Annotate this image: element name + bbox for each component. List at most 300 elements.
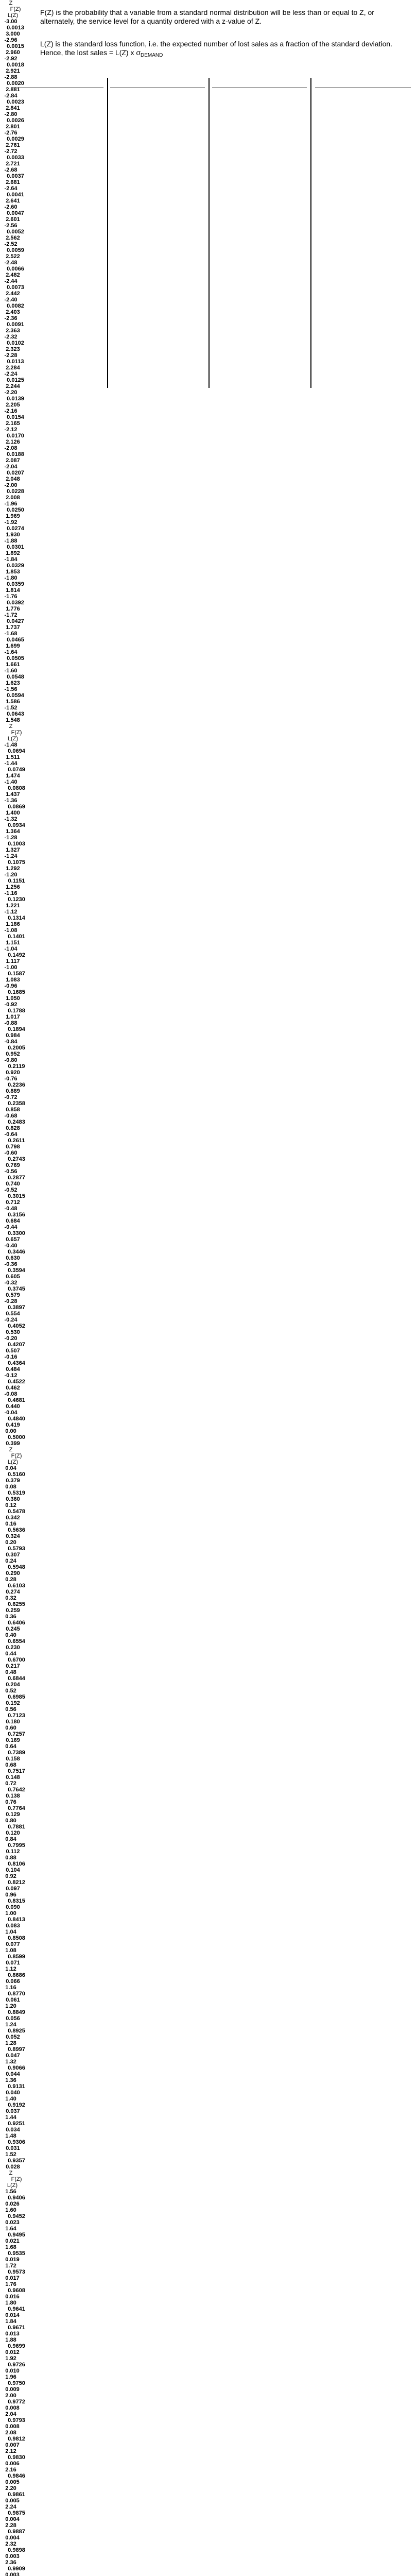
f-value-cell: 0.1151: [8, 878, 25, 884]
z-value-cell: -0.88: [4, 1020, 18, 1026]
f-value-cell: 0.9699: [8, 2343, 25, 2349]
f-value-cell: 0.1894: [8, 1026, 25, 1032]
f-value-cell: 0.5478: [8, 1509, 25, 1515]
z-value-cell: -2.08: [4, 445, 18, 451]
f-value-cell: 0.0013: [7, 25, 24, 31]
column-separator: [107, 78, 108, 388]
l-value-cell: 0.245: [6, 1626, 20, 1632]
l-value-cell: 0.031: [6, 2145, 20, 2151]
l-value-cell: 2.562: [6, 235, 20, 241]
z-value-cell: -1.48: [4, 742, 18, 748]
l-value-cell: 0.148: [6, 1774, 20, 1781]
l-value-cell: 0.097: [6, 1886, 20, 1892]
z-value-cell: -0.24: [4, 1317, 18, 1323]
z-value-cell: 0.56: [5, 1706, 16, 1713]
l-value-cell: 0.012: [5, 2349, 20, 2355]
f-value-cell: 0.0427: [7, 618, 24, 624]
f-value-cell: 0.0113: [7, 359, 24, 365]
z-value-cell: -0.04: [4, 1410, 18, 1416]
l-value-cell: 0.066: [6, 1978, 20, 1985]
f-value-cell: 0.9251: [8, 2121, 25, 2127]
z-value-cell: -0.20: [4, 1335, 18, 1342]
f-value-cell: 0.7389: [8, 1750, 25, 1756]
l-value-cell: 0.920: [6, 1070, 20, 1076]
z-value-cell: 2.28: [5, 2522, 16, 2529]
f-value-cell: 0.1401: [8, 934, 25, 940]
header-fz: F(Z): [10, 6, 21, 12]
z-value-cell: -2.44: [4, 278, 18, 284]
f-value-cell: 0.0026: [7, 117, 24, 124]
l-value-cell: 2.721: [6, 161, 20, 167]
z-value-cell: 1.96: [5, 2374, 16, 2380]
l-value-cell: 0.120: [6, 1830, 20, 1836]
z-value-cell: 1.92: [5, 2355, 16, 2362]
l-value-cell: 0.019: [5, 2257, 20, 2263]
f-value-cell: 0.0041: [7, 192, 24, 198]
l-value-cell: 0.014: [5, 2312, 20, 2318]
f-value-cell: 0.0694: [8, 748, 25, 754]
f-value-cell: 0.0066: [7, 266, 24, 272]
f-value-cell: 0.3594: [8, 1267, 25, 1274]
f-value-cell: 0.9357: [8, 2158, 25, 2164]
f-value-cell: 0.0091: [7, 321, 24, 328]
l-value-cell: 0.138: [6, 1793, 20, 1799]
l-value-cell: 1.083: [6, 977, 20, 983]
z-value-cell: -0.48: [4, 1206, 18, 1212]
f-value-cell: 0.8849: [8, 2009, 25, 2015]
l-value-cell: 0.798: [6, 1144, 20, 1150]
header-fz: F(Z): [11, 2176, 22, 2182]
z-value-cell: 0.76: [5, 1799, 16, 1805]
l-value-cell: 0.507: [6, 1348, 20, 1354]
z-value-cell: 0.80: [5, 1818, 16, 1824]
f-value-cell: 0.1492: [8, 952, 25, 958]
l-value-cell: 2.008: [6, 495, 20, 501]
z-value-cell: -1.00: [4, 964, 18, 971]
column-separator: [310, 78, 311, 388]
z-value-cell: 1.64: [5, 2226, 16, 2232]
f-value-cell: 0.9812: [8, 2436, 25, 2442]
l-value-cell: 0.016: [5, 2294, 20, 2300]
f-value-cell: 0.9793: [8, 2417, 25, 2424]
l-value-cell: 0.023: [5, 2219, 20, 2226]
f-value-cell: 0.7257: [8, 1731, 25, 1737]
f-value-cell: 0.0207: [7, 470, 24, 476]
sigma-symbol: σ: [136, 48, 141, 57]
l-value-cell: 0.342: [6, 1515, 20, 1521]
z-value-cell: 1.52: [5, 2151, 16, 2158]
l-value-cell: 1.292: [6, 866, 20, 872]
z-value-cell: -1.16: [4, 890, 18, 896]
l-value-cell: 1.221: [6, 903, 20, 909]
f-value-cell: 0.3446: [8, 1249, 25, 1255]
z-value-cell: 0.00: [5, 1428, 16, 1434]
l-value-cell: 0.056: [6, 2015, 20, 2022]
f-value-cell: 0.9846: [8, 2473, 25, 2479]
l-value-cell: 1.511: [6, 754, 20, 760]
l-value-cell: 1.814: [6, 587, 20, 594]
z-value-cell: -1.44: [4, 760, 18, 767]
z-value-cell: 1.16: [5, 1985, 16, 1991]
f-value-cell: 0.3745: [8, 1286, 25, 1292]
l-value-cell: 2.841: [6, 105, 20, 111]
z-value-cell: -2.80: [4, 111, 18, 117]
f-value-cell: 0.0392: [7, 600, 24, 606]
l-value-cell: 0.630: [6, 1255, 20, 1261]
l-value-cell: 1.400: [6, 810, 20, 816]
z-value-cell: 0.52: [5, 1688, 16, 1694]
l-value-cell: 1.050: [6, 995, 20, 1002]
z-value-cell: 0.12: [5, 1502, 16, 1509]
z-value-cell: -2.36: [4, 315, 18, 321]
z-value-cell: 2.24: [5, 2504, 16, 2510]
f-value-cell: 0.3156: [8, 1212, 25, 1218]
f-value-cell: 0.0934: [8, 822, 25, 828]
l-value-cell: 0.037: [6, 2108, 20, 2114]
l-value-cell: 0.017: [5, 2275, 20, 2281]
l-value-cell: 0.379: [6, 1478, 20, 1484]
l-value-cell: 2.522: [6, 253, 20, 260]
f-value-cell: 0.2358: [8, 1100, 25, 1107]
intro-paragraph-fz: F(Z) is the probability that a variable from a standard normal distribution will be less than or equal to Z, or alternately, the service level for a quantity ordered with a z-value of Z.: [40, 8, 374, 25]
l-value-cell: 0.530: [6, 1329, 20, 1335]
f-value-cell: 0.0301: [7, 544, 24, 550]
z-value-cell: -1.60: [4, 668, 18, 674]
f-value-cell: 0.7881: [8, 1824, 25, 1830]
z-value-cell: 1.24: [5, 2022, 16, 2028]
l-value-cell: 1.969: [6, 513, 20, 519]
z-value-cell: -2.40: [4, 297, 18, 303]
l-value-cell: 1.474: [6, 773, 20, 779]
z-value-cell: -1.80: [4, 575, 18, 581]
z-value-cell: 1.60: [5, 2207, 16, 2213]
l-value-cell: 1.548: [6, 717, 20, 723]
z-value-cell: -2.32: [4, 334, 18, 340]
z-value-cell: -0.84: [4, 1039, 18, 1045]
l-value-cell: 0.419: [6, 1422, 20, 1428]
z-value-cell: -0.40: [4, 1243, 18, 1249]
f-value-cell: 0.2236: [8, 1082, 25, 1088]
z-value-cell: 0.24: [5, 1558, 16, 1564]
f-value-cell: 0.9875: [8, 2510, 25, 2516]
z-value-cell: -0.72: [4, 1094, 18, 1100]
f-value-cell: 0.0033: [7, 155, 24, 161]
l-value-cell: 1.853: [6, 569, 20, 575]
f-value-cell: 0.8925: [8, 2028, 25, 2034]
f-value-cell: 0.8686: [8, 1972, 25, 1978]
z-value-cell: -2.76: [4, 130, 18, 136]
z-value-cell: -2.96: [4, 37, 18, 43]
f-value-cell: 0.9830: [8, 2454, 25, 2461]
l-value-cell: 0.952: [6, 1051, 20, 1057]
l-value-cell: 0.010: [5, 2368, 20, 2374]
z-value-cell: -1.12: [4, 909, 18, 915]
z-value-cell: 0.32: [5, 1595, 16, 1601]
f-value-cell: 0.9671: [8, 2325, 25, 2331]
f-value-cell: 0.4364: [8, 1360, 25, 1366]
l-value-cell: 0.044: [6, 2071, 20, 2077]
z-value-cell: 2.12: [5, 2448, 16, 2454]
z-value-cell: 1.40: [5, 2096, 16, 2102]
z-value-cell: 1.84: [5, 2318, 16, 2325]
l-value-cell: 0.061: [6, 1997, 20, 2003]
f-value-cell: 0.9750: [8, 2380, 25, 2386]
z-value-cell: -1.76: [4, 594, 18, 600]
l-value-cell: 1.327: [6, 847, 20, 853]
z-value-cell: -1.64: [4, 649, 18, 655]
f-value-cell: 0.9535: [8, 2250, 25, 2257]
z-value-cell: -0.96: [4, 983, 18, 989]
z-value-cell: 1.72: [5, 2263, 16, 2269]
l-value-cell: 0.005: [5, 2479, 20, 2485]
l-value-cell: 2.921: [6, 68, 20, 74]
f-value-cell: 0.4052: [8, 1323, 25, 1329]
z-value-cell: -0.64: [4, 1131, 18, 1138]
l-value-cell: 2.165: [6, 420, 20, 427]
f-value-cell: 0.0154: [7, 414, 24, 420]
l-value-cell: 0.579: [6, 1292, 20, 1298]
z-value-cell: -1.84: [4, 556, 18, 563]
f-value-cell: 0.1003: [8, 841, 25, 847]
z-value-cell: 1.76: [5, 2281, 16, 2287]
f-value-cell: 0.0047: [7, 210, 24, 216]
z-value-cell: 1.12: [5, 1966, 16, 1972]
header-fz: F(Z): [11, 1453, 22, 1459]
z-value-cell: 0.84: [5, 1836, 16, 1842]
l-value-cell: 0.169: [6, 1737, 20, 1743]
f-value-cell: 0.2877: [8, 1175, 25, 1181]
f-value-cell: 0.0125: [7, 377, 24, 383]
f-value-cell: 0.2743: [8, 1156, 25, 1162]
f-value-cell: 0.4840: [8, 1416, 25, 1422]
l-value-cell: 0.217: [6, 1663, 20, 1669]
l-value-cell: 2.681: [6, 179, 20, 185]
f-value-cell: 0.6844: [8, 1675, 25, 1682]
f-value-cell: 0.0548: [7, 674, 24, 680]
l-value-cell: 0.003: [5, 2572, 20, 2576]
l-value-cell: 0.399: [6, 1440, 20, 1447]
z-value-cell: -0.80: [4, 1057, 18, 1063]
f-value-cell: 0.0465: [7, 637, 24, 643]
f-value-cell: 0.4522: [8, 1379, 25, 1385]
f-value-cell: 0.6406: [8, 1620, 25, 1626]
f-value-cell: 0.7642: [8, 1787, 25, 1793]
z-value-cell: -2.68: [4, 167, 18, 173]
f-value-cell: 0.6985: [8, 1694, 25, 1700]
l-value-cell: 0.083: [6, 1923, 20, 1929]
z-value-cell: -0.36: [4, 1261, 18, 1267]
z-value-cell: -2.92: [4, 56, 18, 62]
f-value-cell: 0.0139: [7, 396, 24, 402]
l-value-cell: 0.009: [5, 2386, 20, 2393]
l-value-cell: 0.052: [6, 2034, 20, 2040]
l-value-cell: 1.699: [6, 643, 20, 649]
z-value-cell: -0.28: [4, 1298, 18, 1304]
z-value-cell: 2.16: [5, 2467, 16, 2473]
z-value-cell: -0.68: [4, 1113, 18, 1119]
z-value-cell: 1.08: [5, 1947, 16, 1954]
z-value-cell: -0.16: [4, 1354, 18, 1360]
z-value-cell: -1.04: [4, 946, 18, 952]
f-value-cell: 0.0329: [7, 563, 24, 569]
l-value-cell: 2.244: [6, 383, 20, 389]
l-value-cell: 0.984: [6, 1032, 20, 1039]
z-value-cell: 1.20: [5, 2003, 16, 2009]
f-value-cell: 0.5160: [8, 1471, 25, 1478]
l-value-cell: 2.048: [6, 476, 20, 482]
f-value-cell: 0.9726: [8, 2362, 25, 2368]
z-value-cell: 0.92: [5, 1873, 16, 1879]
f-value-cell: 0.0073: [7, 284, 24, 291]
f-value-cell: 0.5000: [8, 1434, 25, 1440]
f-value-cell: 0.0029: [7, 136, 24, 142]
l-value-cell: 0.071: [6, 1960, 20, 1966]
l-value-cell: 2.960: [6, 49, 20, 56]
l-value-cell: 0.026: [5, 2201, 20, 2207]
l-value-cell: 0.007: [5, 2442, 20, 2448]
f-value-cell: 0.9608: [8, 2287, 25, 2294]
l-value-cell: 0.712: [6, 1199, 20, 1206]
l-value-cell: 2.482: [6, 272, 20, 278]
z-value-cell: 1.80: [5, 2300, 16, 2306]
l-value-cell: 2.761: [6, 142, 20, 148]
l-value-cell: 1.017: [6, 1014, 20, 1020]
header-fz: F(Z): [11, 730, 22, 736]
z-value-cell: -2.60: [4, 204, 18, 210]
f-value-cell: 0.8315: [8, 1898, 25, 1904]
z-value-cell: -2.12: [4, 427, 18, 433]
l-value-cell: 0.554: [6, 1311, 20, 1317]
z-value-cell: -1.40: [4, 779, 18, 785]
f-value-cell: 0.0188: [7, 451, 24, 457]
header-z: Z: [9, 723, 13, 730]
l-value-cell: 1.737: [6, 624, 20, 631]
f-value-cell: 0.8770: [8, 1991, 25, 1997]
f-value-cell: 0.7764: [8, 1805, 25, 1811]
l-value-cell: 0.090: [6, 1904, 20, 1910]
l-value-cell: 0.013: [5, 2331, 20, 2337]
z-value-cell: 0.60: [5, 1725, 16, 1731]
z-value-cell: -1.68: [4, 631, 18, 637]
l-value-cell: 0.004: [5, 2516, 20, 2522]
l-value-cell: 0.462: [6, 1385, 20, 1391]
header-lz: L(Z): [7, 2182, 18, 2189]
header-lz: L(Z): [7, 12, 19, 19]
z-value-cell: 1.32: [5, 2059, 16, 2065]
z-value-cell: 0.20: [5, 1539, 16, 1546]
f-value-cell: 0.7123: [8, 1713, 25, 1719]
f-value-cell: 0.0102: [7, 340, 24, 346]
z-value-cell: 0.48: [5, 1669, 16, 1675]
z-value-cell: -1.72: [4, 612, 18, 618]
l-value-cell: 0.858: [6, 1107, 20, 1113]
f-value-cell: 0.0052: [7, 229, 24, 235]
f-value-cell: 0.9192: [8, 2102, 25, 2108]
l-value-cell: 0.180: [6, 1719, 20, 1725]
l-value-cell: 0.274: [6, 1589, 20, 1595]
z-value-cell: -1.32: [4, 816, 18, 822]
z-value-cell: 2.04: [5, 2411, 16, 2417]
l-value-cell: 0.828: [6, 1125, 20, 1131]
f-value-cell: 0.5636: [8, 1527, 25, 1533]
z-value-cell: -1.88: [4, 538, 18, 544]
l-value-cell: 2.601: [6, 216, 20, 223]
z-value-cell: -2.64: [4, 185, 18, 192]
z-value-cell: -2.52: [4, 241, 18, 247]
f-value-cell: 0.0749: [8, 767, 25, 773]
z-value-cell: -1.56: [4, 686, 18, 692]
l-value-cell: 1.364: [6, 828, 20, 835]
z-value-cell: 1.04: [5, 1929, 16, 1935]
z-value-cell: -0.44: [4, 1224, 18, 1230]
l-value-cell: 2.205: [6, 402, 20, 408]
l-value-cell: 0.112: [6, 1849, 20, 1855]
demand-subscript: DEMAND: [141, 53, 163, 58]
l-value-cell: 0.104: [6, 1867, 20, 1873]
z-value-cell: 0.96: [5, 1892, 16, 1898]
z-value-cell: 0.40: [5, 1632, 16, 1638]
l-value-cell: 0.006: [5, 2461, 20, 2467]
column-separator: [208, 78, 210, 388]
z-value-cell: 0.08: [5, 1484, 16, 1490]
l-value-cell: 1.892: [6, 550, 20, 556]
f-value-cell: 0.3897: [8, 1304, 25, 1311]
z-value-cell: 0.68: [5, 1762, 16, 1768]
z-value-cell: 0.44: [5, 1651, 16, 1657]
f-value-cell: 0.0808: [8, 785, 25, 791]
header-z: Z: [9, 1447, 13, 1453]
z-value-cell: -0.92: [4, 1002, 18, 1008]
f-value-cell: 0.9772: [8, 2399, 25, 2405]
z-value-cell: 1.68: [5, 2244, 16, 2250]
l-value-cell: 0.034: [6, 2127, 20, 2133]
z-value-cell: -0.60: [4, 1150, 18, 1156]
f-value-cell: 0.8508: [8, 1935, 25, 1941]
f-value-cell: 0.1788: [8, 1008, 25, 1014]
f-value-cell: 0.7995: [8, 1842, 25, 1849]
intro-paragraph-lz-text: L(Z) is the standard loss function, i.e. the expected number of lost sales as a fraction of the standard deviation. Hence, the lost sales = L(Z) x: [40, 40, 393, 57]
intro-paragraph-lz: [40, 40, 401, 60]
f-value-cell: 0.0594: [7, 692, 24, 699]
z-value-cell: 0.72: [5, 1781, 16, 1787]
f-value-cell: 0.0643: [7, 711, 24, 717]
l-value-cell: 0.077: [6, 1941, 20, 1947]
l-value-cell: 0.028: [6, 2164, 20, 2170]
f-value-cell: 0.9131: [8, 2083, 25, 2090]
z-value-cell: 2.36: [5, 2560, 16, 2566]
l-value-cell: 1.586: [6, 699, 20, 705]
l-value-cell: 0.484: [6, 1366, 20, 1372]
l-value-cell: 0.003: [5, 2553, 20, 2560]
f-value-cell: 0.3015: [8, 1193, 25, 1199]
z-value-cell: 1.00: [5, 1910, 16, 1917]
f-value-cell: 0.5793: [8, 1546, 25, 1552]
l-value-cell: 1.930: [6, 532, 20, 538]
l-value-cell: 2.801: [6, 124, 20, 130]
f-value-cell: 0.0059: [7, 247, 24, 253]
l-value-cell: 0.192: [6, 1700, 20, 1706]
f-value-cell: 0.9406: [8, 2195, 25, 2201]
f-value-cell: 0.9898: [8, 2547, 25, 2553]
z-value-cell: 2.20: [5, 2485, 16, 2492]
f-value-cell: 0.9306: [8, 2139, 25, 2145]
z-value-cell: 0.16: [5, 1521, 16, 1527]
header-lz: L(Z): [7, 736, 19, 742]
z-value-cell: 0.36: [5, 1614, 16, 1620]
f-value-cell: 0.8413: [8, 1917, 25, 1923]
z-value-cell: -2.24: [4, 371, 18, 377]
f-value-cell: 0.9066: [8, 2065, 25, 2071]
